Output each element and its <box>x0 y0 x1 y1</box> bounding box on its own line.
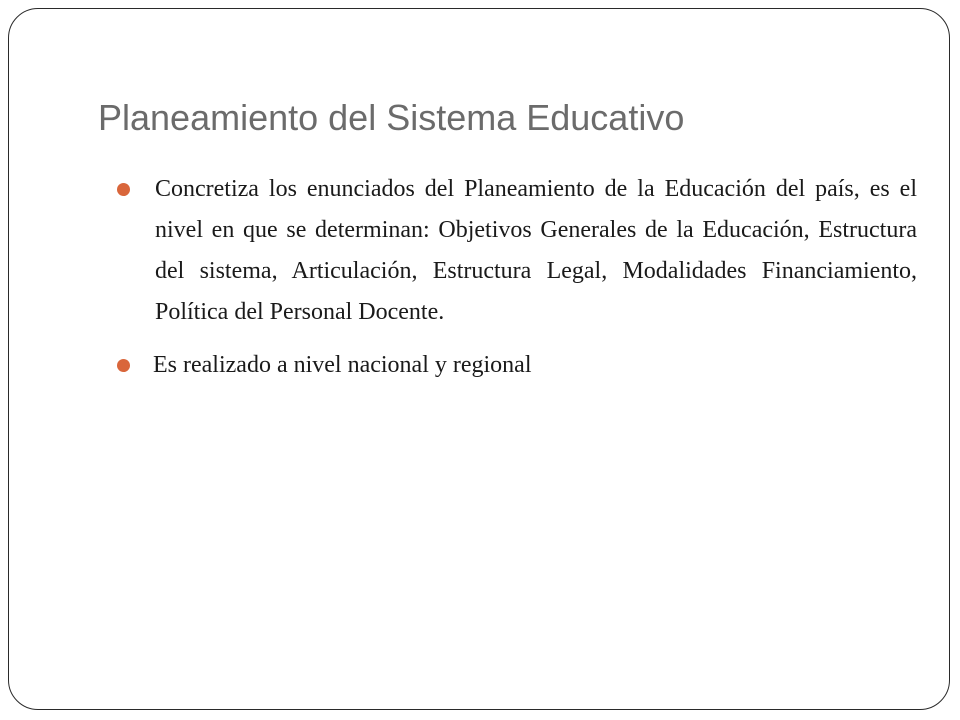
bullet-list <box>117 169 917 386</box>
bullet-dot-icon <box>117 359 130 372</box>
slide-title: Planeamiento del Sistema Educativo <box>98 97 685 138</box>
bullet-text: Concretiza los enunciados del Planeamiento de la Educación del país, es el nivel en que se determinan: Objetivos Generales de la Educación, Estructura del sistema, Articulación, Estructura Legal, Modalidades Financiamiento, Política del Personal Docente. <box>155 176 917 325</box>
bullet-text: Es realizado a nivel nacional y regional <box>153 352 532 378</box>
bullet-item <box>117 169 917 333</box>
bullet-dot-icon <box>117 183 130 196</box>
bullet-item <box>117 345 917 386</box>
slide-frame <box>8 8 950 710</box>
